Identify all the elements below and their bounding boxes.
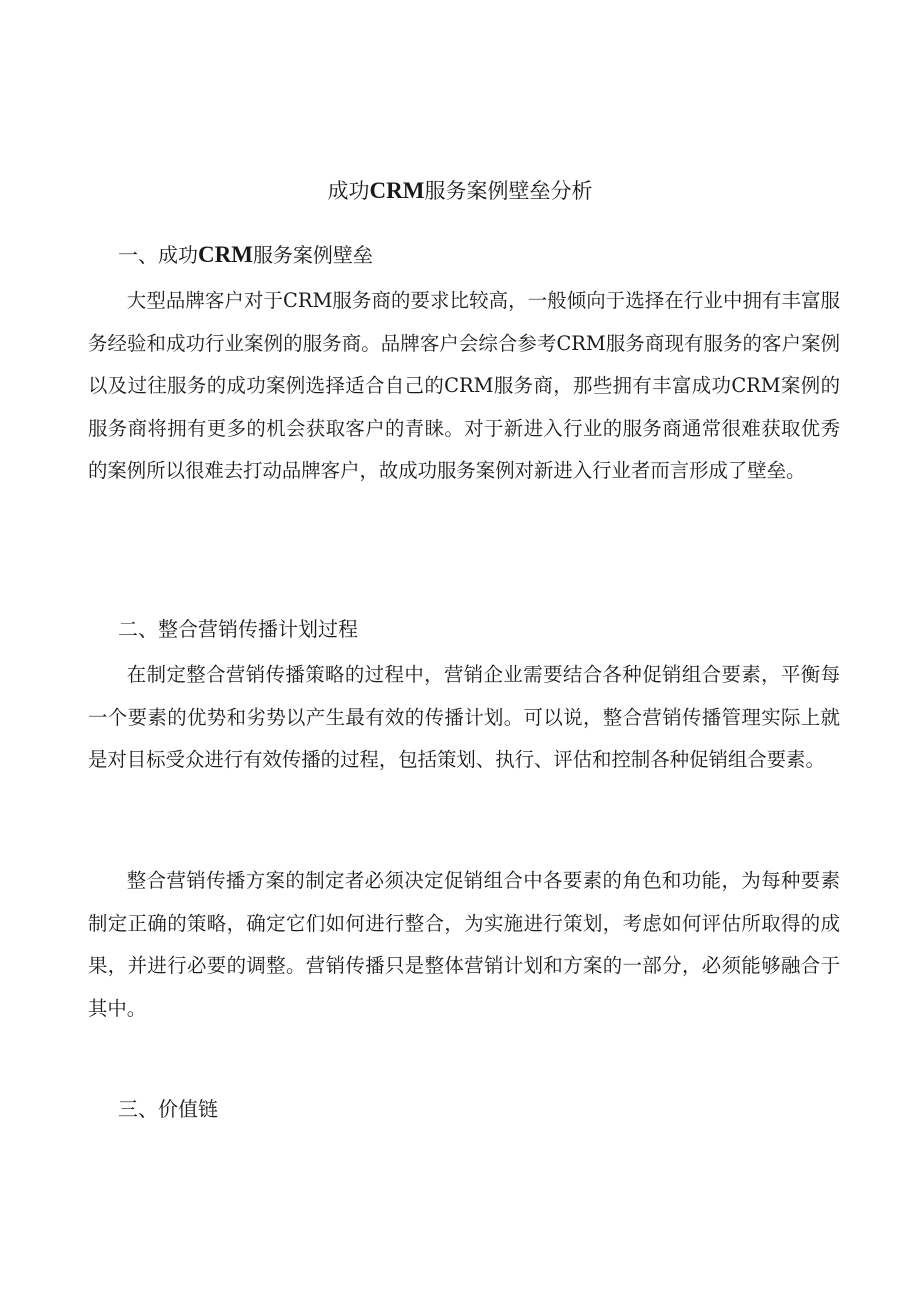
title-suffix: 服务案例壁垒分析	[424, 179, 593, 203]
section-2-paragraph-1: 在制定整合营销传播策略的过程中，营销企业需要结合各种促销组合要素，平衡每一个要素的优势和劣势以产生最有效的传播计划。可以说，整合营销传播管理实际上就是对目标受众进行有效传播的过程，包括策划、执行、评估和控制各种促销组合要素。	[88, 663, 840, 771]
section-heading-1-acronym: CRM	[198, 242, 253, 267]
section-heading-1-prefix: 一、成功	[118, 243, 198, 267]
section-heading-2: 二、整合营销传播计划过程	[118, 617, 358, 641]
section-heading-1-suffix: 服务案例壁垒	[252, 243, 373, 267]
title-acronym: CRM	[369, 178, 425, 203]
document-title	[0, 176, 920, 206]
section-heading-1	[118, 240, 373, 270]
section-1-paragraph-1: 大型品牌客户对于CRM服务商的要求比较高，一般倾向于选择在行业中拥有丰富服务经验和成功行业案例的服务商。品牌客户会综合参考CRM服务商现有服务的客户案例以及过往服务的成功案例选择适合自己的CRM服务商，那些拥有丰富成功CRM案例的服务商将拥有更多的机会获取客户的青睐。对于新进入行业的服务商通常很难获取优秀的案例所以很难去打动品牌客户，故成功服务案例对新进入行业者而言形成了壁垒。	[88, 289, 840, 482]
title-prefix: 成功	[327, 179, 370, 203]
section-2-paragraph-2: 整合营销传播方案的制定者必须决定促销组合中各要素的角色和功能，为每种要素制定正确的策略，确定它们如何进行整合，为实施进行策划，考虑如何评估所取得的成果，并进行必要的调整。营销传播只是整体营销计划和方案的一部分，必须能够融合于其中。	[88, 869, 840, 1020]
section-heading-3: 三、价值链	[118, 1097, 218, 1121]
